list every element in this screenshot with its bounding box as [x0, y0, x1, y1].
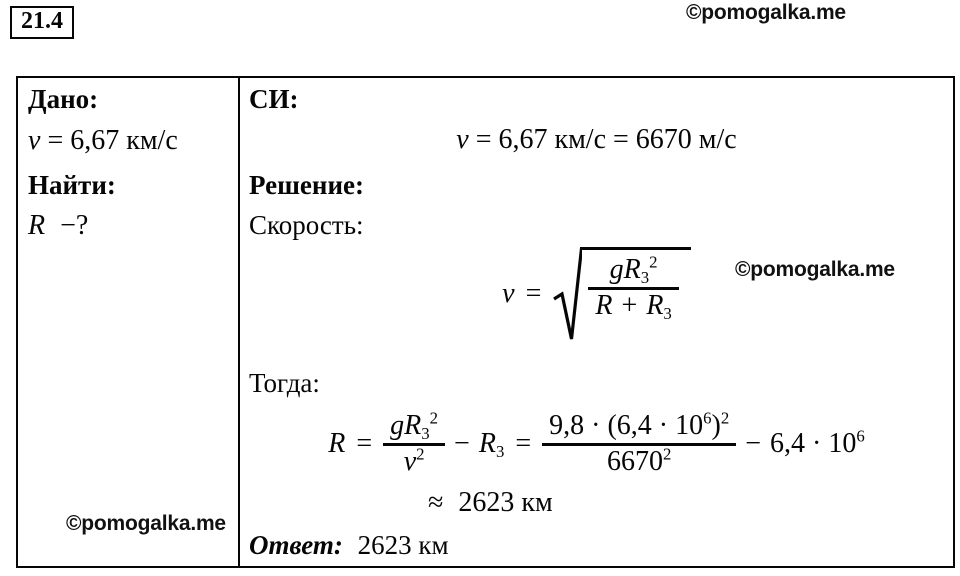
r3-sub: 3 [495, 442, 505, 462]
problem-number-box [10, 6, 74, 39]
answer-value: 2623 км [357, 530, 449, 560]
watermark-middle: ©pomogalka.me [735, 258, 895, 281]
minus-operator-2: − [745, 428, 762, 460]
radicand [580, 247, 690, 323]
numerator-gr: gR [609, 254, 641, 285]
frac1-num-sup: 2 [429, 408, 439, 428]
radius-frac1-denominator [383, 443, 445, 477]
minus-operator-1: − [454, 428, 470, 460]
tail-exp: 6 [856, 426, 865, 446]
speed-fraction-denominator [588, 287, 678, 324]
find-question: −? [60, 210, 89, 241]
formula-radius-eq2: = [515, 428, 532, 460]
si-values: = 6,67 км/с = 6670 м/с [475, 124, 737, 155]
plus-operator: + [621, 290, 638, 322]
given-column [18, 78, 240, 566]
solution-heading: Решение: [249, 170, 364, 200]
answer-label: Ответ: [249, 530, 343, 560]
approx-sign: ≈ [428, 487, 444, 518]
radius-fraction-symbolic [383, 408, 445, 477]
answer-line [249, 529, 449, 562]
approx-result-line [428, 487, 553, 519]
speed-fraction [588, 252, 678, 324]
radius-formula [240, 400, 953, 488]
watermark-bottom: ©pomogalka.me [66, 512, 226, 535]
find-variable: R [28, 210, 46, 241]
denominator-r1: R [595, 290, 613, 322]
frac2-num-text: 9,8 · (6,4 · 10 [549, 409, 704, 441]
tail-term [770, 428, 865, 459]
si-heading: СИ: [249, 84, 299, 114]
given-variable: v [28, 125, 41, 156]
radical-sign-icon [552, 246, 582, 342]
given-heading: Дано: [28, 84, 99, 114]
find-heading: Найти: [28, 170, 116, 200]
frac2-num-paren: ) [711, 409, 721, 441]
r3-term [478, 428, 505, 462]
watermark-top: ©pomogalka.me [686, 1, 846, 24]
si-variable: v [456, 124, 469, 155]
numerator-sub: 3 [640, 268, 650, 288]
formula-speed-lhs: v [502, 278, 515, 310]
given-value: = 6,67 км/с [47, 125, 178, 156]
frac1-gr: gR [390, 409, 422, 441]
denominator-sub: 3 [663, 304, 672, 324]
find-line [28, 209, 88, 242]
frac1-den-sup: 2 [416, 444, 425, 464]
numerator-sup: 2 [649, 252, 658, 272]
solution-table [16, 76, 955, 568]
approx-value: 2623 км [458, 487, 553, 518]
formula-speed-equals: = [525, 278, 542, 310]
frac1-num-sub: 3 [421, 423, 430, 443]
radius-frac2-denominator [542, 443, 736, 477]
frac2-den-sup: 2 [662, 444, 672, 464]
tail-value: 6,4 · 10 [770, 428, 857, 460]
radius-frac1-numerator [383, 408, 445, 443]
speed-fraction-numerator [603, 252, 665, 288]
frac2-den-value: 6670 [606, 446, 663, 477]
r3-var: R [478, 428, 496, 460]
formula-radius-lhs: R [328, 428, 346, 460]
formula-radius-eq1: = [356, 428, 373, 460]
then-label: Тогда: [249, 368, 320, 398]
frac1-den-v: v [403, 446, 417, 477]
speed-label: Скорость: [249, 210, 364, 240]
frac2-num-exp-outer: 2 [720, 408, 730, 428]
si-conversion-line [240, 123, 953, 156]
problem-number: 21.4 [21, 8, 63, 34]
denominator-r2: R [646, 290, 664, 322]
radius-fraction-numeric [542, 408, 736, 477]
radius-frac2-numerator [542, 408, 736, 443]
given-value-line [28, 124, 178, 157]
frac2-num-exp-inner: 6 [703, 408, 712, 428]
square-root [552, 246, 690, 342]
solution-column [240, 78, 953, 566]
